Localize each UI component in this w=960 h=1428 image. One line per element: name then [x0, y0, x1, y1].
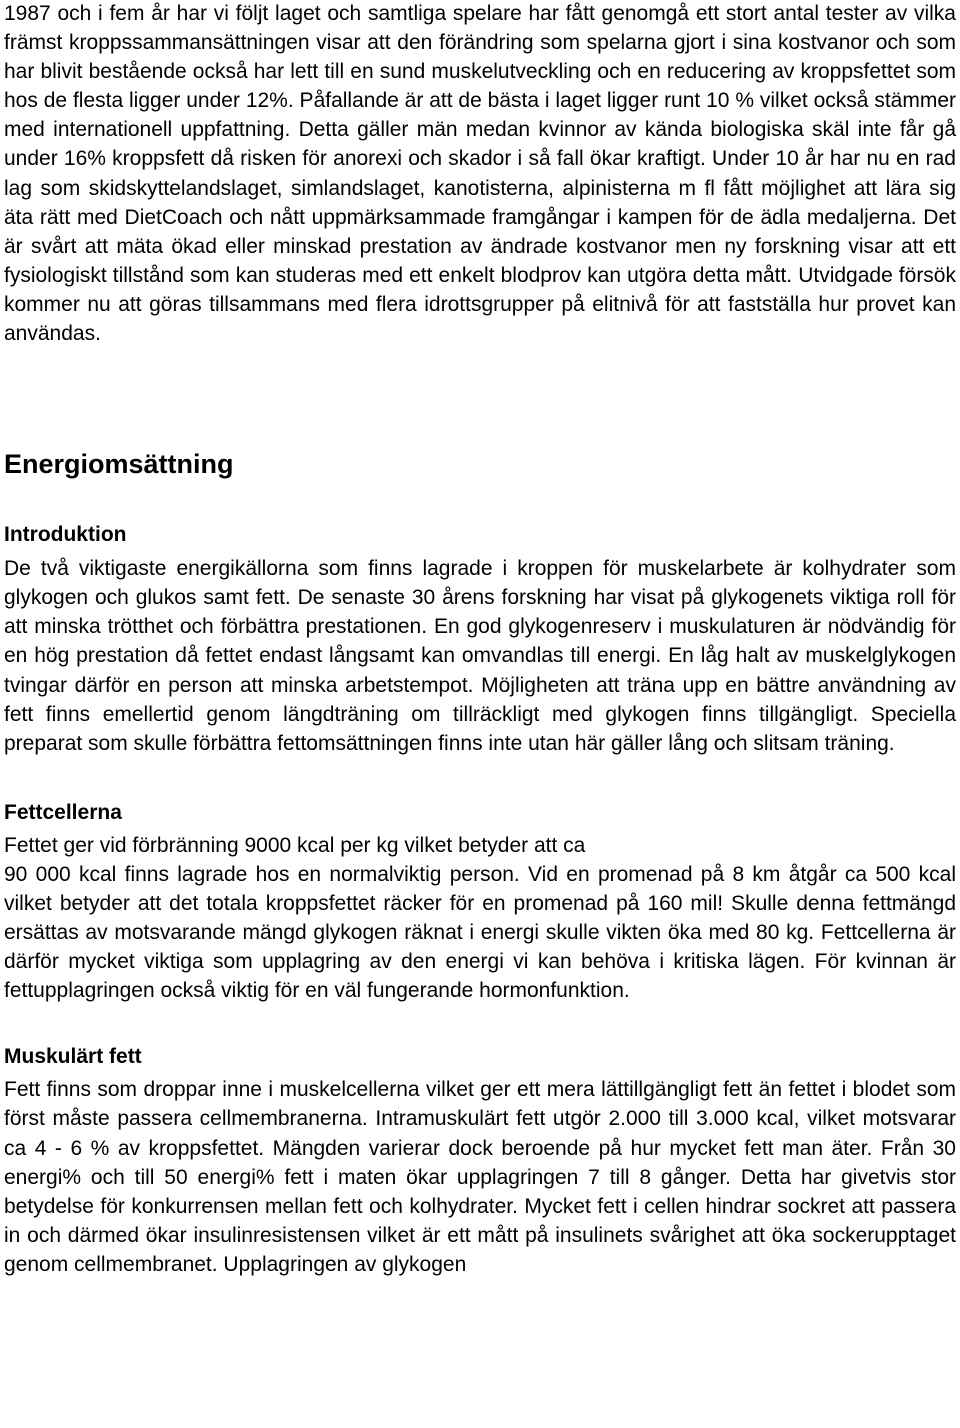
- document-page: [4, 0, 956, 1279]
- muskulart-fett-heading: Muskulärt fett: [4, 1045, 142, 1069]
- introduktion-heading: Introduktion: [4, 523, 127, 547]
- section-title: Energiomsättning: [4, 449, 234, 480]
- muskulart-fett-paragraph: Fett finns som droppar inne i muskelcellerna vilket ger ett mera lättillgängligt fett än fettet i blodet som först måste passera cellmembranerna. Intramuskulärt fett utgör 2.000 till 3.000 kcal, vilket motsvarar ca 4 - 6 % av kroppsfettet. Mängden varierar dock beroende på hur mycket fett man äter. Från 30 energi% och till 50 energi% fett i maten ökar upplagringen 7 till 8 gånger. Detta har givetvis stor betydelse för konkurrensen mellan fett och kolhydrater. Mycket fett i cellen hindrar sockret att passera in och därmed ökar insulinresistensen vilket är ett mått på insulinets svårighet att öka sockerupptaget genom cellmembranet. Upplagringen av glykogen: [4, 1078, 956, 1276]
- fettcellerna-heading: Fettcellerna: [4, 800, 122, 824]
- introduktion-paragraph: De två viktigaste energikällorna som finns lagrade i kroppen för muskelarbete är kolhydrater som glykogen och glukos samt fett. De senaste 30 årens forskning har visat på glykogenets viktiga roll för att minska trötthet och förbättra prestationen. En god glykogenreserv i muskulaturen är nödvändig för en hög prestation då fettet endast långsamt kan omvandlas till energi. En låg halt av muskelglykogen tvingar därför en person att minska arbetstempot. Möjligheten att träna upp en bättre användning av fett finns emellertid genom längdträning om tillräckligt med glykogen finns tillgängligt. Speciella preparat som skulle förbättra fettomsättningen finns inte utan här gäller lång och slitsam träning.: [4, 557, 956, 755]
- fettcellerna-first-line: Fettet ger vid förbränning 9000 kcal per kg vilket betyder att ca: [4, 833, 586, 857]
- fettcellerna-paragraph: 90 000 kcal finns lagrade hos en normalviktig person. Vid en promenad på 8 km åtgår ca 500 kcal vilket betyder att det totala kroppsfettet räcker för en promenad på 160 mil! Skulle denna fettmängd ersättas av motsvarande mängd glykogen räknat i energi skulle vikten öka med 80 kg. Fettcellerna är därför mycket viktiga som upplagring av den energi vi kan behöva i kritiska lägen. För kvinnan är fettupplagringen också viktig för en väl fungerande hormonfunktion.: [4, 862, 956, 1003]
- intro-paragraph: 1987 och i fem år har vi följt laget och samtliga spelare har fått genomgå ett stort antal tester av vilka främst kroppssammansättningen visar att den förändring som spelarna gjort i sina kostvanor och som har blivit bestående också har lett till en sund muskelutveckling och en reducering av kroppsfettet som hos de flesta ligger under 12%. Påfallande är att de bästa i laget ligger runt 10 % vilket också stämmer med internationell uppfattning. Detta gäller män medan kvinnor av kända biologiska skäl inte får gå under 16% kroppsfett då risken för anorexi och skador i så fall ökar kraftigt. Under 10 år har nu en rad lag som skidskyttelandslaget, simlandslaget, kanotisterna, alpinisterna m fl fått möjlighet att lära sig äta rätt med DietCoach och nått uppmärksammade framgångar i kampen för de ädla medaljerna. Det är svårt att mäta ökad eller minskad prestation av ändrade kostvanor men ny forskning visar att ett fysiologiskt tillstånd som kan studeras med ett enkelt blodprov kan utgöra detta mått. Utvidgade försök kommer nu att göras tillsammans med flera idrottsgrupper på elitnivå för att fastställa hur provet kan användas.: [4, 2, 956, 346]
